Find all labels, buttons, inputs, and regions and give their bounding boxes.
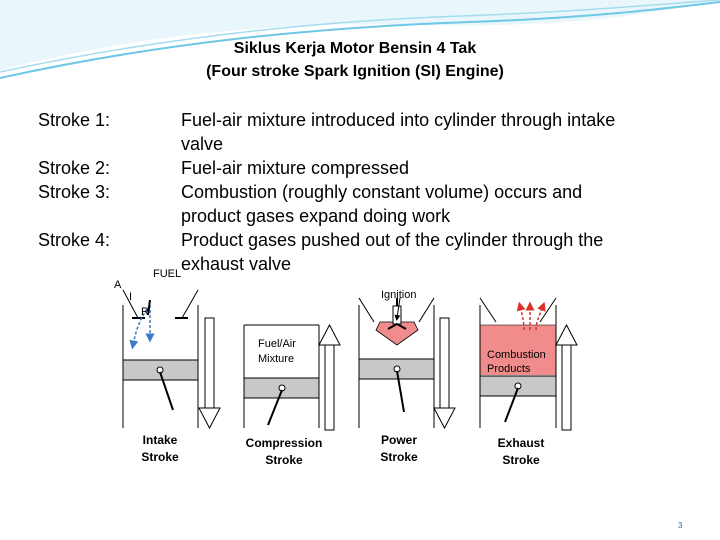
stroke-4-label: Stroke 4:	[38, 230, 111, 250]
stroke-3-description-cont: product gases expand doing work	[181, 206, 451, 226]
stroke-2-description: Fuel-air mixture compressed	[181, 158, 410, 178]
stroke-4-description-cont: exhaust valve	[181, 254, 292, 274]
exhaust-stroke-caption	[471, 435, 571, 469]
slide-title: Siklus Kerja Motor Bensin 4 Tak	[233, 40, 477, 57]
stroke-1-label: Stroke 1:	[38, 110, 111, 130]
valve-a-label: A	[114, 279, 122, 291]
combustion-label-line2: Products	[487, 363, 531, 375]
intake-cylinder	[123, 290, 220, 428]
stroke-2-label: Stroke 2:	[38, 158, 111, 178]
stroke-1-description-cont: valve	[181, 134, 224, 154]
compression-stroke-caption-line1: Compression	[245, 436, 323, 450]
valve-r-label: R	[141, 306, 149, 318]
slide-subtitle: (Four stroke Spark Ignition (SI) Engine)	[206, 63, 504, 80]
intake-stroke-caption-line2: Stroke	[141, 450, 179, 464]
power-stroke-caption-line1: Power	[380, 433, 417, 447]
stroke-4-description: Product gases pushed out of the cylinder through the	[181, 230, 604, 250]
exhaust-stroke-caption-line1: Exhaust	[497, 436, 545, 450]
power-stroke-caption-line2: Stroke	[380, 450, 418, 464]
power-cylinder	[359, 298, 455, 428]
exhaust-stroke-caption-line2: Stroke	[502, 453, 540, 467]
intake-stroke-caption	[110, 432, 210, 466]
compression-stroke-caption	[234, 435, 334, 469]
compression-stroke-caption-line2: Stroke	[265, 453, 303, 467]
stroke-3-label: Stroke 3:	[38, 182, 111, 202]
fuel-air-label-line2: Mixture	[258, 353, 295, 365]
fuel-label: FUEL	[153, 268, 182, 280]
page-number: 3	[678, 521, 683, 530]
stroke-1-description: Fuel-air mixture introduced into cylinder through intake	[181, 110, 616, 130]
fuel-air-label-line1: Fuel/Air	[258, 338, 296, 350]
ignition-label: Ignition	[381, 289, 417, 301]
stroke-3-description: Combustion (roughly constant volume) occurs and	[181, 182, 583, 202]
power-stroke-caption	[349, 432, 449, 466]
combustion-label-line1: Combustion	[487, 349, 546, 361]
intake-stroke-caption-line1: Intake	[142, 433, 178, 447]
valve-i-label: I	[129, 291, 133, 303]
